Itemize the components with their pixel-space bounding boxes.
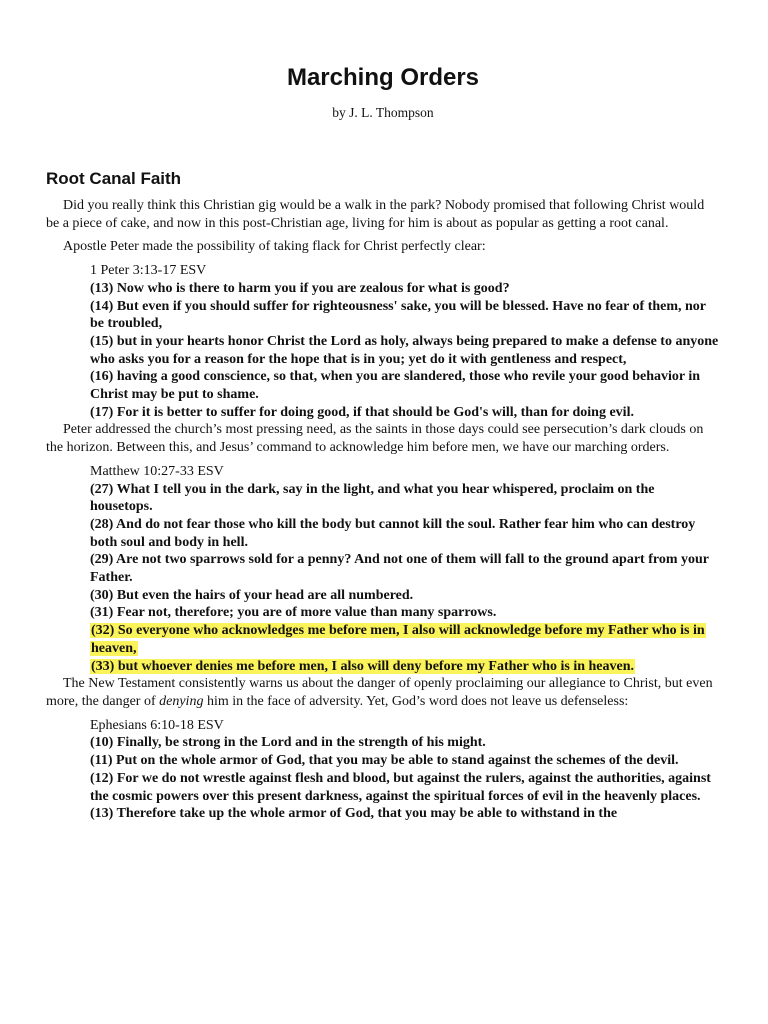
scripture-verse: (11) Put on the whole armor of God, that you may be able to stand against the schemes of the devil. xyxy=(90,753,679,769)
scripture-verse: (15) but in your hearts honor Christ the Lord as holy, always being prepared to make a defense to anyone who asks you for a reason for the hope that is in you; yet do it with gentleness and respect, xyxy=(90,333,719,367)
scripture-passage xyxy=(90,463,720,675)
scripture-passage xyxy=(90,717,720,823)
scripture-verse: (13) Therefore take up the whole armor of God, that you may be able to withstand in the xyxy=(90,806,618,822)
emphasized-word: denying xyxy=(159,693,204,709)
body-paragraph: Did you really think this Christian gig would be a walk in the park? Nobody promised that following Christ would be a piece of cake, and now in this post-Christian age, living for him is about as popular as getting a root canal. xyxy=(46,198,705,231)
author-byline: by J. L. Thompson xyxy=(332,105,434,120)
document-title: Marching Orders xyxy=(286,64,480,91)
scripture-verse: (17) For it is better to suffer for doing good, if that should be God's will, than for doing evil. xyxy=(90,404,634,420)
scripture-verse: (12) For we do not wrestle against flesh and blood, but against the rulers, against the authorities, against the cosmic powers over this present darkness, against the spiritual forces of evil in the heavenly places. xyxy=(90,770,711,804)
scripture-verse: (10) Finally, be strong in the Lord and in the strength of his might. xyxy=(90,735,486,751)
body-paragraph: Apostle Peter made the possibility of taking flack for Christ perfectly clear: xyxy=(63,239,486,255)
scripture-verse: (31) Fear not, therefore; you are of more value than many sparrows. xyxy=(90,605,497,621)
scripture-verse-highlighted: (32) So everyone who acknowledges me before men, I also will acknowledge before my Father who is in heaven, xyxy=(91,623,705,656)
scripture-verse: (16) having a good conscience, so that, when you are slandered, those who revile your good behavior in Christ may be put to shame. xyxy=(90,369,701,403)
body-paragraph: The New Testament consistently warns us about the danger of openly proclaiming our allegiance to Christ, but even more, the danger of denying him in the face of adversity. Yet, God’s word does not leave us defenseless: xyxy=(46,676,713,709)
scripture-verse: (29) Are not two sparrows sold for a penny? And not one of them will fall to the ground apart from your Father. xyxy=(90,552,709,586)
scripture-verse: (27) What I tell you in the dark, say in the light, and what you hear whispered, proclaim on the housetops. xyxy=(90,481,655,515)
scripture-verse-highlighted: (33) but whoever denies me before men, I also will deny before my Father who is in heaven. xyxy=(91,658,634,674)
scripture-verse: (14) But even if you should suffer for righteousness' sake, you will be blessed. Have no fear of them, nor be troubled, xyxy=(90,298,706,332)
scripture-verse: (30) But even the hairs of your head are all numbered. xyxy=(90,587,414,603)
scripture-passage xyxy=(90,262,720,421)
body-paragraph: Peter addressed the church’s most pressing need, as the saints in those days could see persecution’s dark clouds on the horizon. Between this, and Jesus’ command to acknowledge him before men, we have our marching orders. xyxy=(46,422,704,456)
scripture-verse: (13) Now who is there to harm you if you are zealous for what is good? xyxy=(90,280,510,296)
scripture-reference: Ephesians 6:10-18 ESV xyxy=(90,717,224,733)
scripture-reference: Matthew 10:27-33 ESV xyxy=(90,463,224,479)
section-heading: Root Canal Faith xyxy=(46,169,182,188)
document-body xyxy=(46,197,720,823)
scripture-verse: (28) And do not fear those who kill the body but cannot kill the soul. Rather fear him who can destroy both soul and body in hell. xyxy=(90,516,696,550)
scripture-reference: 1 Peter 3:13-17 ESV xyxy=(90,263,207,279)
